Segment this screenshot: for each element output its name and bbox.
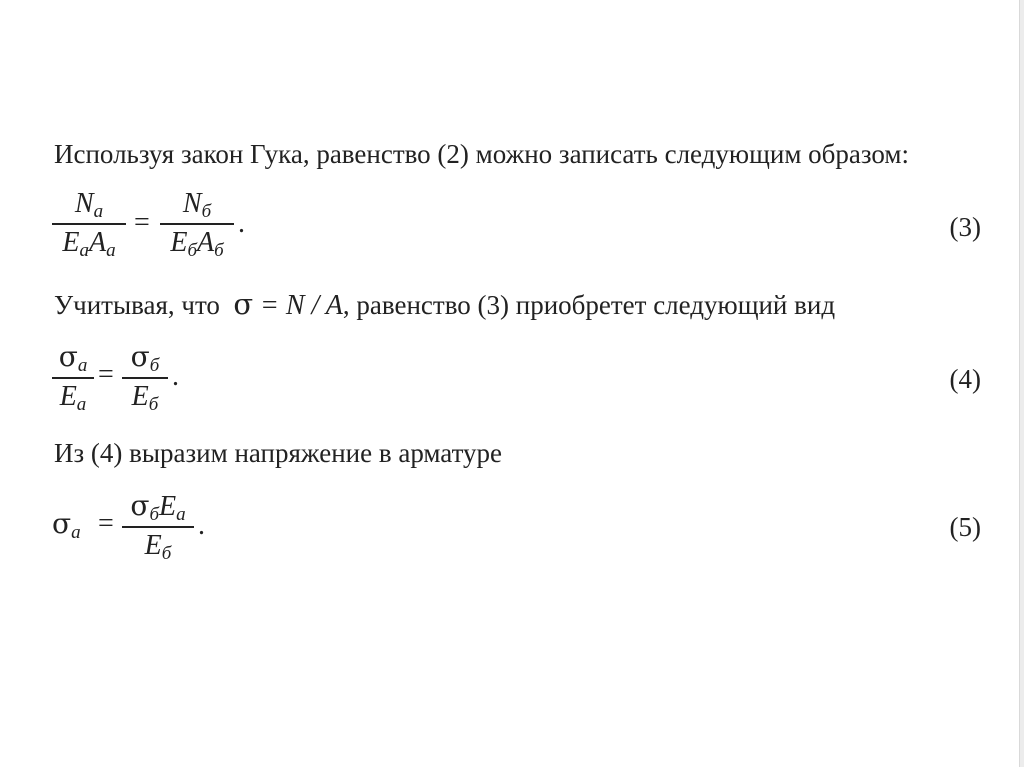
eq5-fraction-bar <box>122 526 194 528</box>
eq4-right-fraction <box>122 340 168 415</box>
page-edge-shadow <box>1020 0 1024 767</box>
eq4-right-denominator: Eб <box>131 380 159 415</box>
eq4-left-fraction <box>52 340 94 415</box>
eq5-number: (5) <box>949 512 981 542</box>
eq5-denominator: Eб <box>144 529 172 564</box>
eq3-left-fraction-bar <box>52 223 126 225</box>
eq4-left-fraction-bar <box>52 377 94 379</box>
text-line-2: Учитывая, что σ = N / A, равенство (3) приобретет следующий вид <box>54 287 836 321</box>
eq3-period: . <box>238 208 245 239</box>
eq3-equals-sign: = <box>134 207 150 238</box>
eq4-left-numerator: σa <box>58 340 88 376</box>
eq3-right-fraction <box>160 188 234 261</box>
eq3-right-fraction-bar <box>160 223 234 225</box>
text-line-1: Используя закон Гука, равенство (2) можно записать следующим образом: <box>54 139 909 169</box>
eq4-period: . <box>172 361 179 392</box>
eq4-number: (4) <box>949 364 981 394</box>
eq5-lhs: σa <box>52 507 81 543</box>
eq4-equals-sign: = <box>98 359 114 390</box>
eq3-number: (3) <box>949 212 981 242</box>
eq3-right-numerator: Nб <box>182 188 212 222</box>
eq3-left-denominator: EaAa <box>62 226 116 261</box>
eq4-right-numerator: σб <box>130 340 160 376</box>
eq5-fraction <box>122 489 194 564</box>
eq4-right-fraction-bar <box>122 377 168 379</box>
text-line-3: Из (4) выразим напряжение в арматуре <box>54 438 503 468</box>
eq3-left-fraction <box>52 188 126 261</box>
eq5-numerator: σбEa <box>130 489 186 525</box>
eq5-period: . <box>198 510 205 541</box>
eq4-left-denominator: Ea <box>59 380 87 415</box>
eq5-equals-sign: = <box>98 508 114 539</box>
eq3-right-denominator: EбAб <box>170 226 224 261</box>
eq3-left-numerator: Na <box>74 188 104 222</box>
